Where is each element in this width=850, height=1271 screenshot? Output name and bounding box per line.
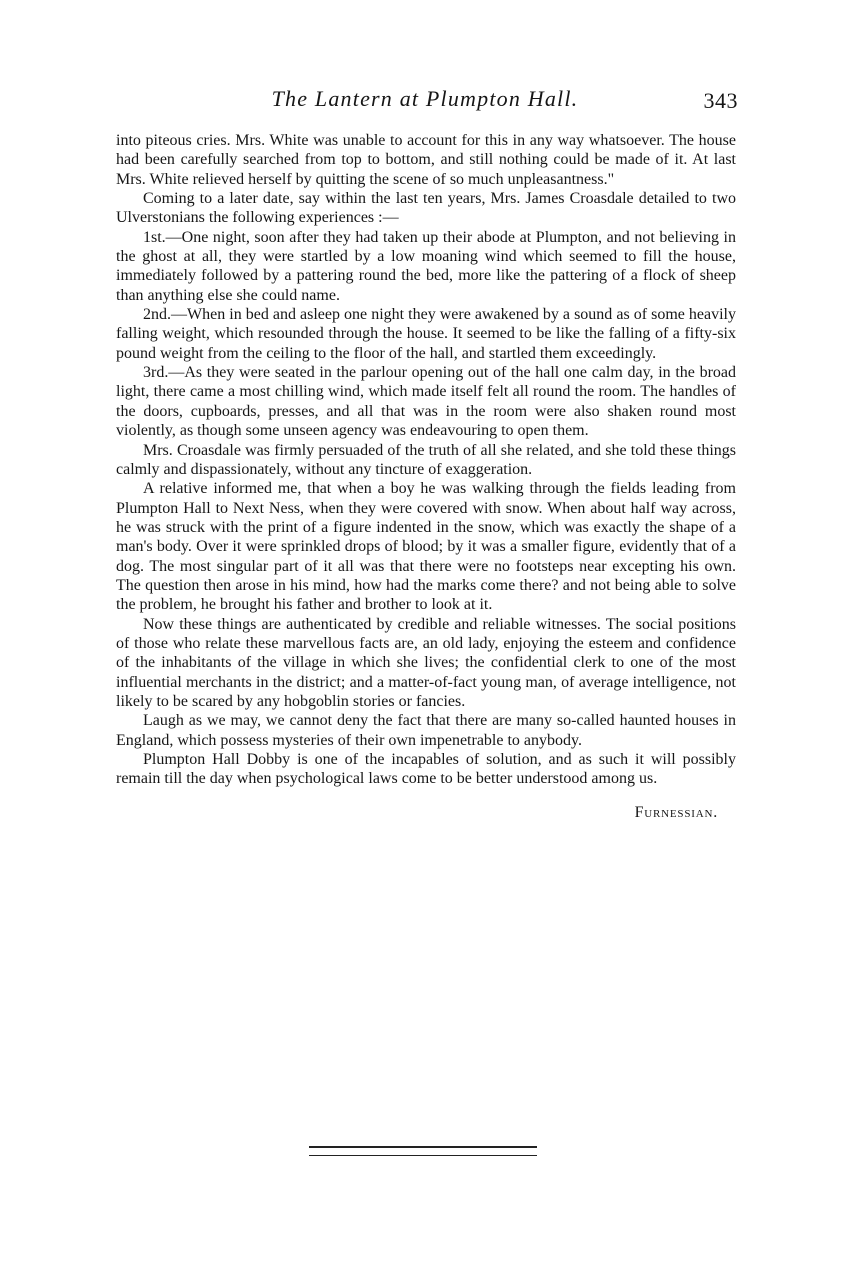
end-rule-divider xyxy=(309,1146,537,1156)
running-title: The Lantern at Plumpton Hall. xyxy=(271,86,579,111)
paragraph: A relative informed me, that when a boy he was walking through the fields leading from Plumpton Hall to Next Ness, when they were covered with snow. When about half way across, he was struck with the print of a figure indented in the snow, which was exactly the shape of a man's body. Over it were sprinkled drops of blood; by it was a smaller figure, evidently that of a dog. The most singular part of it all was that there were no footsteps near excepting his own. The question then arose in his mind, how had the marks come there? and not being able to solve the problem, he brought his father and brother to look at it. xyxy=(116,480,736,614)
author-signature: Furnessian. xyxy=(634,803,718,821)
paragraph: Laugh as we may, we cannot deny the fact that there are many so-called haunted houses in England, which possess mysteries of their own impenetrable to anybody. xyxy=(116,712,736,749)
paragraph: 3rd.—As they were seated in the parlour opening out of the hall one calm day, in the broad light, there came a most chilling wind, which made itself felt all round the room. The handles of the doors, cupboards, presses, and all that was in the room were also shaken round most violently, as though some unseen agency was endeavouring to open them. xyxy=(116,364,736,440)
page-number: 343 xyxy=(703,88,738,113)
paragraph: 2nd.—When in bed and asleep one night they were awakened by a sound as of some heavily falling weight, which resounded through the house. It seemed to be like the falling of a fifty-six pound weight from the ceiling to the floor of the hall, and startled them exceedingly. xyxy=(116,306,736,362)
article-body xyxy=(116,131,736,822)
running-head xyxy=(0,86,850,116)
paragraph: Plumpton Hall Dobby is one of the incapables of solution, and as such it will possibly remain till the day when psychological laws come to be better understood among us. xyxy=(116,751,736,788)
paragraph: into piteous cries. Mrs. White was unable to account for this in any way whatsoever. The house had been carefully searched from top to bottom, and still nothing could be made of it. At last Mrs. White relieved herself by quitting the scene of so much unpleasantness." xyxy=(116,132,736,188)
paragraph: Coming to a later date, say within the last ten years, Mrs. James Croasdale detailed to two Ulverstonians the following experiences :— xyxy=(116,190,736,227)
paragraph: Mrs. Croasdale was firmly persuaded of the truth of all she related, and she told these things calmly and dispassionately, without any tincture of exaggeration. xyxy=(116,441,736,478)
paragraph: 1st.—One night, soon after they had taken up their abode at Plumpton, and not believing in the ghost at all, they were startled by a low moaning wind which seemed to fill the house, immediately followed by a pattering round the bed, more like the pattering of a flock of sheep than anything else she could name. xyxy=(116,228,736,304)
paragraph: Now these things are authenticated by credible and reliable witnesses. The social positions of those who relate these marvellous facts are, an old lady, enjoying the esteem and confidence of the inhabitants of the village in which she lives; the confidential clerk to one of the most influential merchants in the district; and a matter-of-fact young man, of average intelligence, not likely to be scared by any hobgoblin stories or fancies. xyxy=(116,615,736,710)
